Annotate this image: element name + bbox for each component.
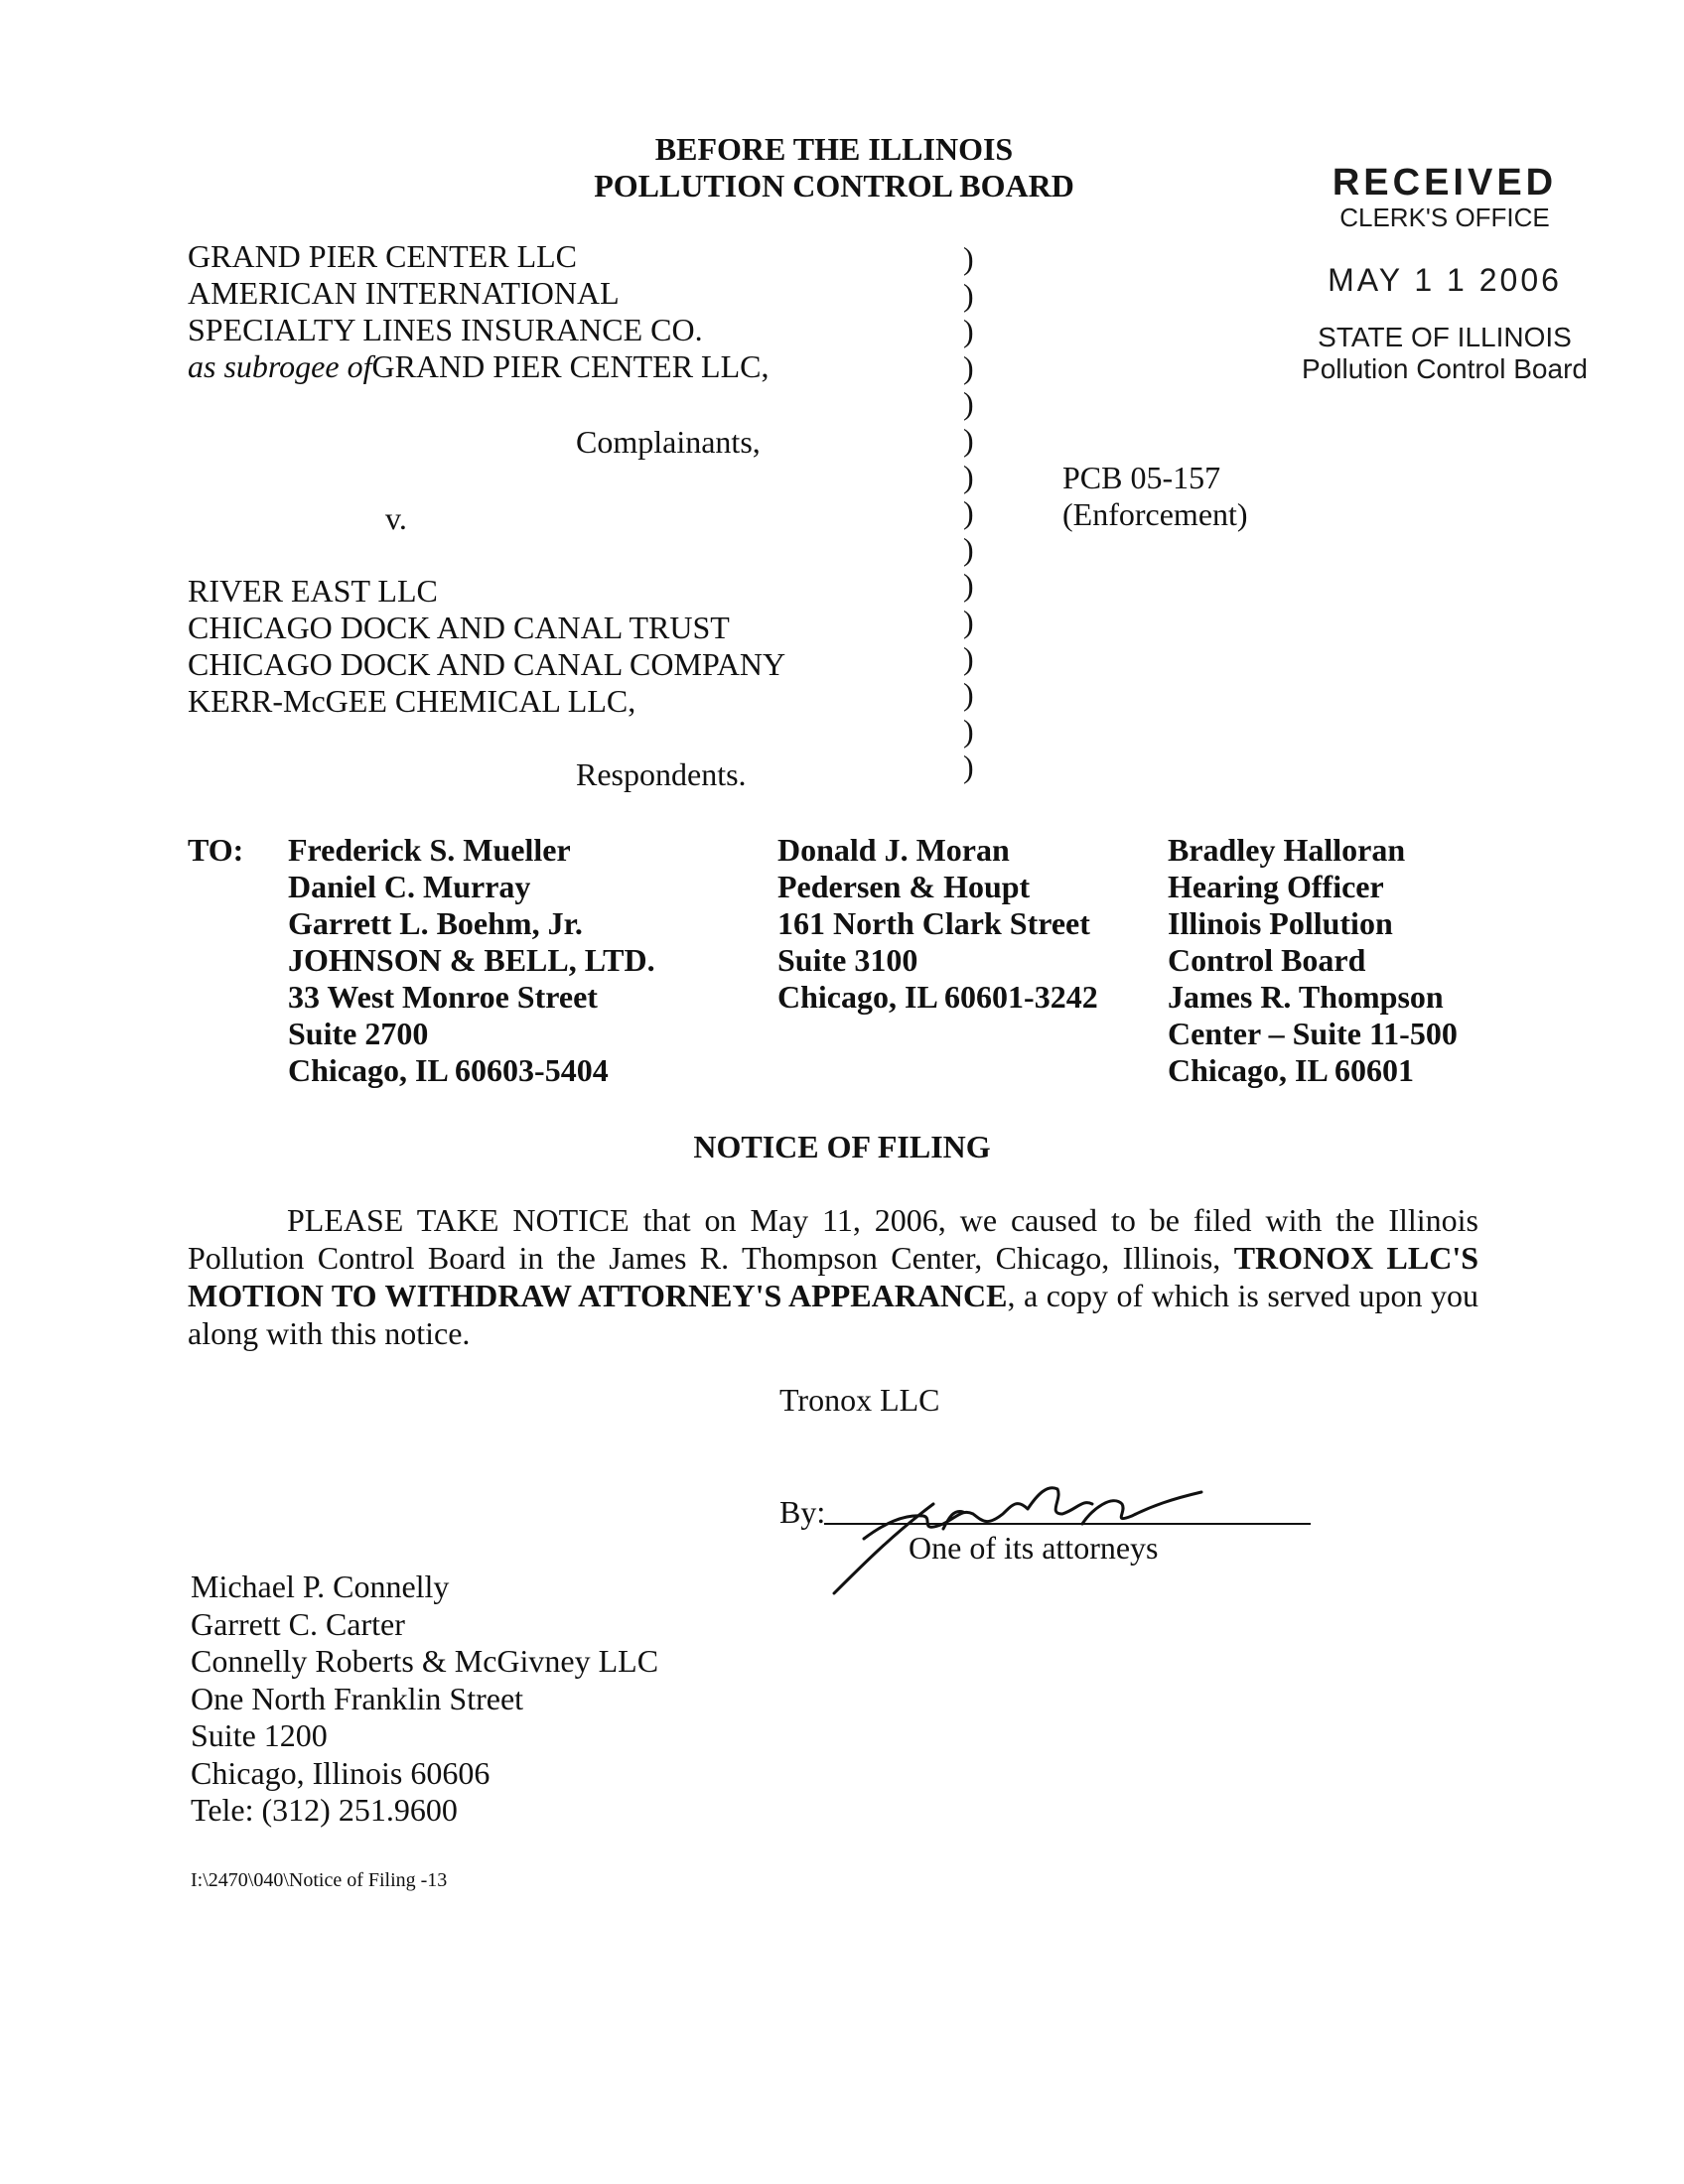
subrogee-name: GRAND PIER CENTER LLC, (371, 348, 770, 384)
service-recipient-2 (777, 832, 1098, 1016)
complainant-line: AMERICAN INTERNATIONAL (188, 275, 620, 311)
caption-paren: ) (963, 603, 974, 639)
subrogee-italic: as subrogee of (188, 348, 372, 384)
complainant-line: GRAND PIER CENTER LLC (188, 238, 577, 274)
respondent-line: CHICAGO DOCK AND CANAL COMPANY (188, 646, 786, 682)
caption-paren: ) (963, 313, 974, 349)
attorney-contact-block (191, 1569, 658, 1830)
handwritten-signature (824, 1454, 1241, 1603)
caption-paren: ) (963, 749, 974, 785)
by-label: By: (779, 1494, 826, 1530)
notice-motion-title: TRONOX LLC'S MOTION TO WITHDRAW ATTORNEY'S APPEARANCE (188, 1240, 1479, 1313)
stamp-state-text: STATE OF ILLINOIS (1318, 322, 1572, 352)
recipient-line: Pedersen & Houpt (777, 869, 1031, 904)
recipient-line: Donald J. Moran (777, 832, 1010, 868)
recipient-line: Chicago, IL 60601-3242 (777, 979, 1098, 1015)
respondent-line: CHICAGO DOCK AND CANAL TRUST (188, 610, 730, 645)
caption-paren: ) (963, 276, 974, 313)
attorney-line: Tele: (312) 251.9600 (191, 1792, 458, 1828)
respondent-line: RIVER EAST LLC (188, 573, 438, 609)
recipient-line: Garrett L. Boehm, Jr. (288, 905, 583, 941)
stamp-office-text: CLERK'S OFFICE (1339, 203, 1550, 232)
recipient-line: Frederick S. Mueller (288, 832, 571, 868)
recipient-line: Chicago, IL 60603-5404 (288, 1052, 609, 1088)
caption-paren: ) (963, 385, 974, 422)
caption-paren: ) (963, 348, 974, 385)
notice-body (188, 1201, 1478, 1352)
respondent-line: KERR-McGEE CHEMICAL LLC, (188, 683, 636, 719)
document-heading (397, 131, 1271, 205)
signer-firm: Tronox LLC (779, 1382, 940, 1418)
caption-paren: ) (963, 712, 974, 749)
caption-paren: ) (963, 530, 974, 567)
stamp-board-text: Pollution Control Board (1302, 353, 1588, 384)
caption-paren: ) (963, 240, 974, 276)
caption-paren: ) (963, 676, 974, 713)
recipient-line: Illinois Pollution (1168, 905, 1393, 941)
recipient-line: Daniel C. Murray (288, 869, 531, 904)
document-path-footer: I:\2470\040\Notice of Filing -13 (191, 1869, 448, 1891)
complainant-line (188, 348, 769, 385)
respondents-label: Respondents. (576, 756, 747, 792)
recipient-line: Chicago, IL 60601 (1168, 1052, 1415, 1088)
attorney-line: One North Franklin Street (191, 1680, 524, 1716)
recipient-line: James R. Thompson (1168, 979, 1444, 1015)
notice-title: NOTICE OF FILING (693, 1129, 991, 1164)
recipient-line: Hearing Officer (1168, 869, 1384, 904)
caption-paren: ) (963, 639, 974, 676)
recipient-line: 33 West Monroe Street (288, 979, 598, 1015)
heading-line-1: BEFORE THE ILLINOIS (654, 131, 1014, 167)
attorney-line: Suite 1200 (191, 1717, 328, 1753)
to-label: TO: (188, 832, 244, 868)
case-number: PCB 05-157 (1062, 460, 1221, 495)
stamp-received-text: RECEIVED (1332, 162, 1558, 204)
signature-caption: One of its attorneys (909, 1530, 1159, 1566)
received-stamp (1281, 163, 1609, 385)
complainant-line: SPECIALTY LINES INSURANCE CO. (188, 312, 703, 347)
stamp-date: MAY 1 1 2006 (1328, 262, 1562, 298)
attorney-line: Chicago, Illinois 60606 (191, 1754, 491, 1791)
caption-paren: ) (963, 567, 974, 604)
notice-body-text-end: , a copy of which is served upon you along with this notice. (188, 1278, 1479, 1351)
attorney-line: Garrett C. Carter (191, 1605, 405, 1642)
complainants-list (188, 238, 769, 385)
service-recipient-1 (288, 832, 655, 1089)
recipient-line: Control Board (1168, 942, 1366, 978)
attorney-line: Connelly Roberts & McGivney LLC (191, 1643, 659, 1679)
recipient-line: Bradley Halloran (1168, 832, 1406, 868)
case-number-block (1062, 460, 1248, 533)
notice-body-text: PLEASE TAKE NOTICE that on May 11, 2006, we caused to be filed with the Illinois Pollution Control Board in the James R. Thompson Center, Chicago, Illinois, (188, 1202, 1478, 1276)
respondents-list (188, 573, 785, 720)
recipient-line: Suite 2700 (288, 1016, 429, 1051)
attorney-line: Michael P. Connelly (191, 1569, 450, 1604)
service-recipient-3 (1168, 832, 1458, 1089)
versus-label: v. (385, 500, 407, 536)
recipient-line: Suite 3100 (777, 942, 918, 978)
caption-paren: ) (963, 494, 974, 531)
caption-paren: ) (963, 458, 974, 494)
recipient-line: JOHNSON & BELL, LTD. (288, 942, 655, 978)
caption-paren: ) (963, 421, 974, 458)
heading-line-2: POLLUTION CONTROL BOARD (594, 168, 1074, 204)
caption-parenthesis-column (963, 240, 974, 785)
case-type: (Enforcement) (1062, 496, 1248, 532)
complainants-label: Complainants, (576, 424, 761, 460)
recipient-line: 161 North Clark Street (777, 905, 1090, 941)
recipient-line: Center – Suite 11-500 (1168, 1016, 1458, 1051)
